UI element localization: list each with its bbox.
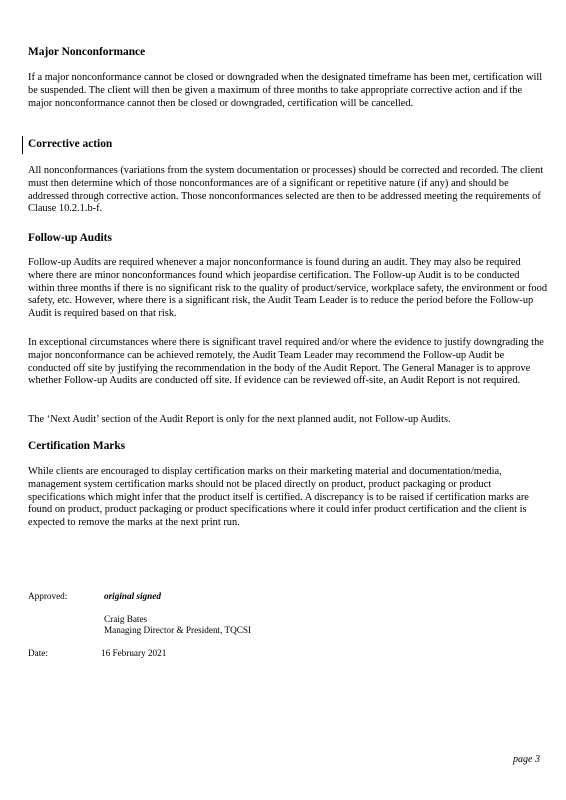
paragraph-certification-marks: While clients are encouraged to display certification marks on their marketing material and documentation/media, management system certification marks should not be placed directly on product, product packaging or product specifications which might infer that the product itself is certified. A discrepancy is to be raised if certification marks are found on product, product packaging or product specifications where it could infer product certification and the client is expected to remove the marks at the next print run. (28, 466, 529, 529)
heading-corrective-action: Corrective action (28, 138, 113, 150)
date-label: Date: (28, 648, 48, 658)
paragraph-follow-up-3: The ‘Next Audit’ section of the Audit Report is only for the next planned audit, not Follow-up Audits. (28, 414, 451, 425)
approver-title: Managing Director & President, TQCSI (104, 625, 252, 635)
page-number: page 3 (513, 754, 540, 765)
heading-follow-up-audits: Follow-up Audits (28, 232, 112, 244)
heading-major-nonconformance: Major Nonconformance (28, 46, 146, 58)
heading-certification-marks: Certification Marks (28, 440, 126, 452)
approved-label: Approved: (28, 591, 68, 601)
date-value: 16 February 2021 (101, 648, 167, 658)
paragraph-major-nonconformance: If a major nonconformance cannot be closed or downgraded when the designated timeframe has been met, certification will be suspended. The client will then be given a maximum of three months to take appropriate corrective action and if the major nonconformance cannot then be closed or downgraded, certification will be cancelled. (28, 72, 543, 109)
paragraph-follow-up-2: In exceptional circumstances where there is significant travel required and/or where the evidence to justify downgrading the major nonconformance can be achieved remotely, the Audit Team Leader may recommend the Follow-up Audit be conducted off site by justifying the recommendation in the body of the Audit Report. The General Manager is to approve whether Follow-up Audits are conducted off site. If evidence can be reviewed off-site, an Audit Report is not required. (28, 337, 544, 387)
paragraph-follow-up-1: Follow-up Audits are required whenever a major nonconformance is found during an audit. They may also be required where there are minor nonconformances found which jeopardise certification. The Follow-up Audit is to be conducted within three months if there is no significant risk to the quality of product/service, workplace safety, the environment or food safety, etc. However, where there is a significant risk, the Audit Team Leader is to reduce the period before the Follow-up Audit is required based on that risk. (28, 257, 548, 320)
paragraph-corrective-action: All nonconformances (variations from the system documentation or processes) should be corrected and recorded. The client must then determine which of those nonconformances are of a significant or repetitive nature (if any) and should be addressed through corrective action. Those nonconformances selected are then to be addressed meeting the requirements of Clause 10.2.1.b-f. (28, 165, 544, 215)
revision-change-bar (22, 136, 23, 154)
approver-name: Craig Bates (104, 614, 148, 624)
signature-text: original signed (104, 591, 161, 601)
